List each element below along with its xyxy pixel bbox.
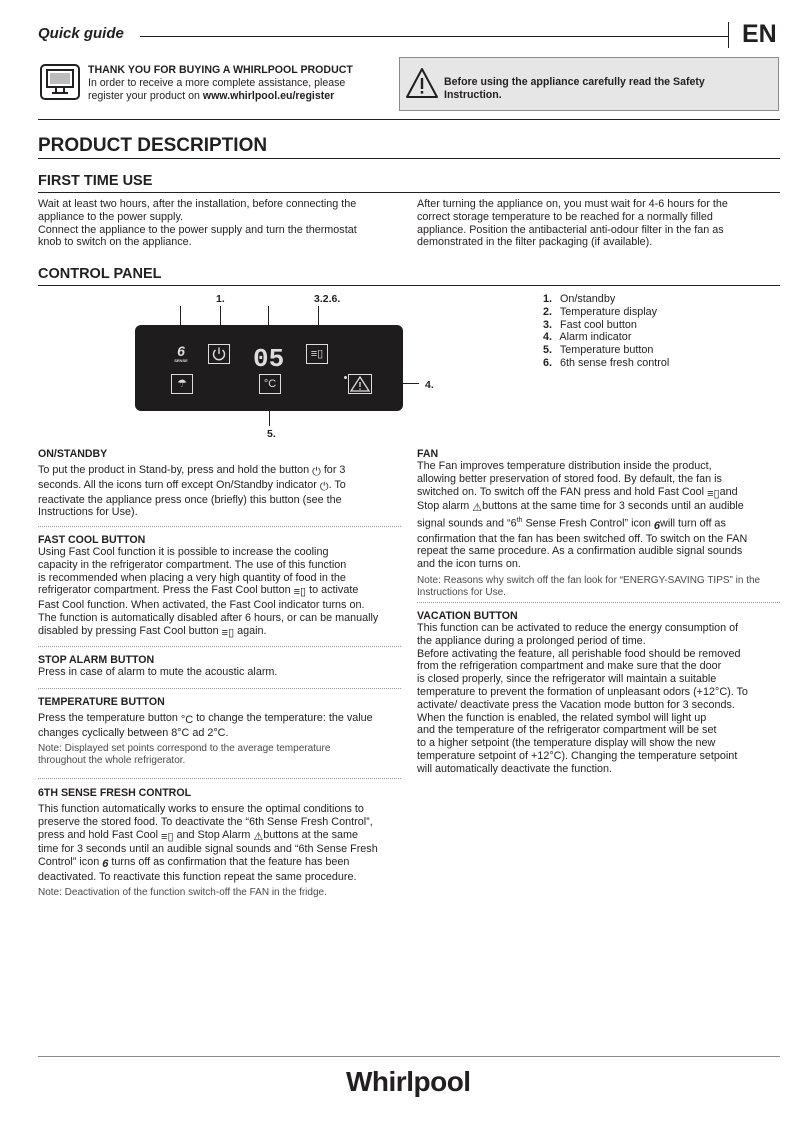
text-line: is recommended when placing a very high quantity of food in the [38, 571, 346, 584]
text-line: Wait at least two hours, after the installation, before connecting the [38, 198, 357, 210]
text-line: refrigerator compartment. Press the Fast Cool button [38, 584, 291, 597]
section-body [38, 464, 406, 519]
fast-cool-icon: ≡▯ [221, 626, 235, 639]
legend-number: 5. [543, 344, 553, 357]
text-fragment: turns off as confirmation that the feature has been [111, 856, 350, 869]
power-icon: ⏻ [319, 480, 329, 493]
text-line: activate/ deactivate press the Vacation mode button for 3 seconds. [417, 698, 735, 711]
leader-line [268, 306, 269, 326]
section-separator [38, 778, 401, 779]
control-panel-legend [543, 293, 669, 370]
safety-line: Before using the appliance carefully read the Safety [444, 76, 705, 88]
note-line: Note: Displayed set points correspond to the average temperature [38, 742, 331, 754]
text-fragment: signal sounds and “6 [417, 517, 517, 530]
text-fragment: to change the temperature: the value [196, 712, 373, 724]
alarm-warning-icon [349, 375, 371, 393]
legend-number: 6. [543, 356, 553, 369]
text-line: is closed properly, since the refrigerator will maintain a suitable [417, 673, 717, 686]
text-line: demonstrated in the filter packaging (if available). [417, 236, 653, 249]
stop-alarm-section [38, 654, 406, 679]
text-line: The function is automatically disabled after 6 hours, or can be manually [38, 611, 379, 624]
text-line: knob to switch on the appliance. [38, 236, 192, 249]
alarm-led [344, 376, 347, 379]
legend-item [543, 344, 669, 357]
sixth-sense-icon: 6 SENSE [174, 343, 188, 363]
temperature-section [38, 696, 408, 767]
text-fragment: Sense Fresh Control” icon [522, 517, 651, 530]
text-line: deactivated. To reactivate this function repeat the same procedure. [38, 870, 357, 883]
text-line: switched on. To switch off the FAN press and hold Fast Cool [417, 485, 705, 498]
text-line: Before activating the feature, all perishable food should be removed [417, 647, 741, 660]
thank-you-heading: THANK YOU FOR BUYING A WHIRLPOOL PRODUCT [88, 64, 353, 76]
on-standby-section [38, 448, 406, 519]
callout-1: 1. [216, 293, 225, 305]
text-line: from the refrigeration compartment and make sure that the door [417, 660, 722, 673]
fast-cool-section [38, 534, 408, 640]
power-icon [209, 345, 229, 363]
text-line: time for 3 seconds until an audible signal sounds and “6th Sense Fresh [38, 843, 378, 856]
section-heading: ON/STANDBY [38, 448, 108, 460]
first-time-use-right [417, 198, 782, 249]
legend-label: On/standby [560, 293, 616, 305]
section-body [417, 460, 785, 571]
celsius-icon: °C [180, 714, 194, 726]
text-fragment: again. [237, 624, 267, 637]
warning-icon: ⚠ [253, 830, 264, 843]
divider [38, 192, 780, 193]
text-line: reactivate the appliance press once (briefly) this button (see the [38, 493, 342, 506]
section-separator [38, 526, 401, 527]
legend-label: Alarm indicator [559, 331, 632, 344]
note-line: throughout the whole refrigerator. [38, 754, 186, 766]
text-fragment: press and hold Fast Cool [38, 828, 159, 841]
text-line: The Fan improves temperature distribution inside the product, [417, 460, 712, 472]
superscript: th [516, 517, 523, 525]
section-heading: FAST COOL BUTTON [38, 534, 146, 546]
note-line: Instructions for Use. [417, 586, 506, 598]
text-fragment: for 3 [323, 464, 346, 476]
text-line: seconds. All the icons turn off except On/Standby indicator [38, 478, 317, 491]
fan-section [417, 448, 785, 599]
section-heading: 6TH SENSE FRESH CONTROL [38, 787, 192, 799]
leader-line [269, 411, 270, 426]
text-line: Instructions for Use). [38, 506, 138, 519]
text-fragment: to activate [309, 584, 359, 597]
section-heading: VACATION BUTTON [417, 610, 518, 622]
text-line: to a higher setpoint (the temperature display will show the new [417, 737, 716, 750]
thank-you-text [88, 64, 388, 103]
first-time-use-heading: FIRST TIME USE [38, 173, 153, 189]
language-code: EN [742, 20, 777, 48]
section-note [38, 743, 408, 767]
text-line: will automatically deactivate the function. [417, 762, 613, 775]
power-icon: ⏻ [312, 466, 321, 478]
warning-triangle-icon [405, 67, 439, 99]
note-line: Note: Reasons why switch off the fan look for “ENERGY-SAVING TIPS” in the [417, 574, 761, 586]
quick-guide-title: Quick guide [38, 25, 124, 42]
fast-cool-icon: ≡▯ [707, 487, 720, 500]
temperature-display [252, 343, 288, 369]
text-fragment: and Stop Alarm [176, 828, 251, 841]
legend-number: 1. [543, 293, 553, 305]
text-line: changes cyclically between 8°C ad 2°C. [38, 726, 229, 739]
legend-item [543, 319, 669, 332]
section-heading: STOP ALARM BUTTON [38, 654, 155, 666]
first-time-use-left [38, 198, 393, 249]
callout-3-2-6: 3.2.6. [314, 293, 341, 305]
thank-you-line: In order to receive a more complete assistance, please [88, 77, 346, 89]
computer-monitor-icon [40, 64, 80, 100]
text-line: When the function is enabled, the related symbol will light up [417, 711, 707, 724]
whirlpool-logo: Whirlpool [346, 1066, 471, 1097]
section-note: Note: Deactivation of the function switch-off the FAN in the fridge. [38, 886, 327, 898]
text-line: capacity in the refrigerator compartment. The use of this function [38, 558, 347, 571]
text-line: This function can be activated to reduce the energy consumption of [417, 622, 739, 634]
section-separator [38, 646, 401, 647]
text-fragment: will turn off as [660, 517, 726, 530]
umbrella-icon: ☂ [177, 378, 187, 390]
text-line: and the temperature of the refrigerator compartment will be set [417, 724, 717, 737]
leader-line [180, 306, 181, 326]
text-fragment: Stop alarm [417, 500, 470, 513]
legend-item [543, 293, 669, 306]
section-body [417, 622, 785, 776]
section-body: Press in case of alarm to mute the acoustic alarm. [38, 666, 278, 678]
text-line: correct storage temperature to be reached for a normally filled [417, 210, 713, 223]
leader-line [403, 383, 419, 384]
divider [38, 158, 780, 159]
text-line: confirmation that the fan has been switched off. To switch on the FAN [417, 532, 748, 545]
text-line: This function automatically works to ensure the optimal conditions to [38, 803, 364, 815]
stop-alarm-button[interactable] [348, 374, 372, 394]
section-body [38, 712, 408, 740]
text-line: temperature setpoint of +12°C). Changing the temperature setpoint [417, 749, 738, 762]
legend-item [543, 306, 669, 319]
divider [38, 119, 780, 120]
text-fragment: . To [328, 478, 346, 491]
celsius-icon: °C [263, 378, 277, 390]
legend-label: Fast cool button [560, 318, 637, 331]
legend-number: 2. [543, 305, 553, 318]
on-standby-button[interactable] [208, 344, 230, 364]
fast-cool-icon: ≡▯ [161, 830, 174, 843]
fast-cool-icon: ≡▯ [310, 348, 324, 360]
temperature-button[interactable] [259, 374, 281, 394]
control-panel-heading: CONTROL PANEL [38, 266, 162, 282]
footer-rule [38, 1056, 780, 1057]
text-line: After turning the appliance on, you must wait for 4-6 hours for the [417, 198, 728, 210]
legend-item [543, 331, 669, 344]
thank-you-line [88, 90, 388, 103]
legend-number: 4. [543, 331, 553, 344]
section-note [417, 575, 785, 599]
text-line: the appliance during a prolonged period of time. [417, 634, 646, 647]
header-rule [140, 36, 728, 37]
product-description-heading: PRODUCT DESCRIPTION [38, 135, 268, 156]
divider [38, 285, 780, 286]
text-line: Press the temperature button [38, 712, 178, 724]
text-fragment: buttons at the same time for 3 seconds until an audible [482, 500, 744, 513]
section-body [38, 546, 408, 640]
text-line: disabled by pressing Fast Cool button [38, 624, 219, 637]
text-line: Fast Cool function. When activated, the Fast Cool indicator turns on. [38, 599, 365, 612]
temperature-display-value: 05 [253, 344, 285, 369]
text-line: temperature to prevent the formation of unpleasant odors (+12°C). To [417, 685, 748, 698]
text-fragment: buttons at the same [263, 828, 359, 841]
section-heading: FAN [417, 448, 439, 460]
vacation-button[interactable] [171, 374, 193, 394]
warning-icon: ⚠ [472, 502, 483, 515]
legend-label: Temperature display [559, 305, 658, 318]
text-line: repeat the same procedure. As a confirmation audible signal sounds [417, 545, 743, 558]
header-divider [728, 22, 729, 48]
safety-notice-text [444, 76, 764, 102]
sixth-sense-icon: 6 [653, 519, 661, 532]
fast-cool-button[interactable] [306, 344, 328, 364]
section-separator [38, 688, 401, 689]
text-line: appliance to the power supply. [38, 210, 184, 223]
callout-5: 5. [267, 428, 276, 440]
text-fragment: and [719, 485, 738, 498]
text-line: Connect the appliance to the power supply and turn the thermostat [38, 223, 357, 236]
callout-4: 4. [425, 379, 434, 391]
sixth-sense-section [38, 787, 408, 899]
register-link[interactable]: www.whirlpool.eu/register [202, 90, 335, 102]
section-heading: TEMPERATURE BUTTON [38, 696, 165, 708]
legend-label: 6th sense fresh control [560, 356, 670, 369]
section-separator [417, 602, 780, 603]
text-fragment: Control” icon [38, 856, 100, 869]
text-line: Using Fast Cool function it is possible to increase the cooling [38, 546, 329, 558]
text-line: preserve the stored food. To deactivate the “6th Sense Fresh Control”, [38, 815, 373, 828]
legend-number: 3. [543, 318, 553, 331]
text-line: To put the product in Stand-by, press and hold the button [38, 464, 310, 476]
sixth-sense-icon: 6 [102, 858, 109, 871]
section-body [38, 803, 408, 884]
vacation-section [417, 610, 785, 776]
text-line: allowing better preservation of stored food. By default, the fan is [417, 472, 722, 485]
fast-cool-icon: ≡▯ [293, 586, 307, 599]
text-line: and the icon turns on. [417, 558, 521, 571]
register-prefix: register your product on [88, 90, 203, 102]
legend-label: Temperature button [559, 344, 654, 357]
legend-item [543, 357, 669, 370]
text-line: appliance. Position the antibacterial anti-odour filter in the fan as [417, 223, 724, 236]
safety-line: Instruction. [444, 89, 502, 101]
